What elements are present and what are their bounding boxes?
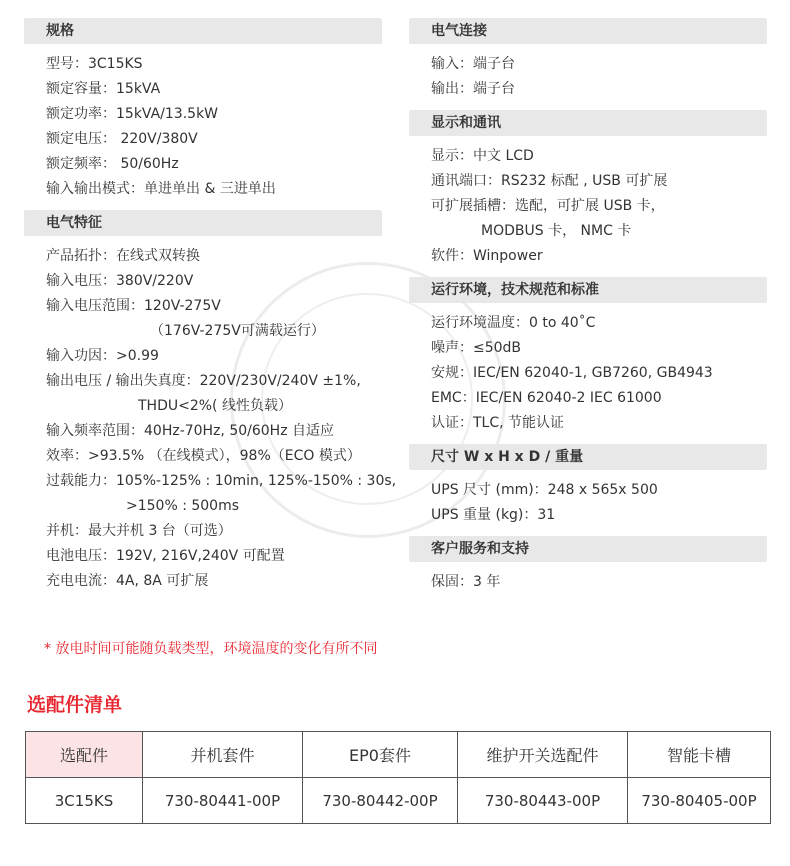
options-model-cell: 3C15KS [26,778,143,824]
spec-line: 额定容量：15kVA [46,81,161,97]
spec-line: 认证：TLC, 节能认证 [431,415,565,431]
spec-line: 通讯端口：RS232 标配 , USB 可扩展 [431,173,668,189]
spec-line: 额定频率： 50/60Hz [46,156,179,172]
options-part-cell: 730-80442-00P [303,778,458,824]
spec-line: >150% : 500ms [126,498,240,514]
spec-line: 效率：>93.5% （在线模式），98%（ECO 模式） [46,448,361,464]
section-body [409,44,767,110]
spec-section [24,18,382,210]
spec-line: 输出：端子台 [431,81,515,97]
options-header-cell: 智能卡槽 [628,732,771,778]
section-header: 电气连接 [409,18,767,44]
section-body [24,236,397,602]
section-body [409,136,767,277]
spec-line: 输入：端子台 [431,56,515,72]
section-header: 规格 [24,18,382,44]
spec-line: 充电电流：4A, 8A 可扩展 [46,573,209,589]
spec-line: THDU<2%( 线性负载） [138,398,292,414]
spec-line: 电池电压：192V, 216V,240V 可配置 [46,548,285,564]
spec-line: 额定功率：15kVA/13.5kW [46,106,219,122]
section-header: 显示和通讯 [409,110,767,136]
section-body [24,44,382,210]
spec-line: 安规：IEC/EN 62040-1, GB7260, GB4943 [431,365,713,381]
discharge-note: * 放电时间可能随负载类型，环境温度的变化有所不同 [44,641,378,657]
options-data-row [26,778,771,824]
options-header-cell: 并机套件 [143,732,303,778]
left-column [24,18,397,602]
options-header-cell: EP0套件 [303,732,458,778]
options-header-row [26,732,771,778]
spec-line: 输入频率范围：40Hz-70Hz, 50/60Hz 自适应 [46,423,335,439]
spec-line: UPS 重量 (kg)：31 [431,507,556,523]
options-header-cell: 维护开关选配件 [458,732,628,778]
spec-section [409,536,767,603]
right-column [409,18,767,603]
spec-line: 并机：最大并机 3 台（可选） [46,523,232,539]
section-header: 电气特征 [24,210,382,236]
spec-line: 过载能力：105%-125% : 10min, 125%-150% : 30s, [46,473,397,489]
section-header: 运行环境，技术规范和标准 [409,277,767,303]
spec-line: 噪声：≤50dB [431,340,522,356]
options-part-cell: 730-80405-00P [628,778,771,824]
spec-section [409,277,767,444]
options-header-cell: 选配件 [26,732,143,778]
spec-line: 输出电压 / 输出失真度：220V/230V/240V ±1%, [46,373,361,389]
spec-line: 输入电压：380V/220V [46,273,194,289]
options-table [25,731,771,824]
options-title: 选配件清单 [27,694,123,716]
spec-section [409,444,767,536]
section-body [409,470,767,536]
options-part-cell: 730-80441-00P [143,778,303,824]
spec-line: （176V-275V可满载运行） [150,323,325,339]
spec-line: 软件：Winpower [431,248,543,264]
spec-line: 显示：中文 LCD [431,148,534,164]
spec-line: 产品拓扑：在线式双转换 [46,248,200,264]
section-header: 客户服务和支持 [409,536,767,562]
spec-line: 型号：3C15KS [46,56,143,72]
spec-line: 额定电压： 220V/380V [46,131,198,147]
spec-line: 可扩展插槽：选配，可扩展 USB 卡， [431,198,665,214]
spec-line: 输入功因：>0.99 [46,348,159,364]
spec-line: MODBUS 卡， NMC 卡 [481,223,632,239]
spec-section [24,210,397,602]
spec-line: 输入输出模式：单进单出 & 三进单出 [46,181,276,197]
options-part-cell: 730-80443-00P [458,778,628,824]
section-body [409,562,767,603]
spec-line: UPS 尺寸 (mm)：248 x 565x 500 [431,482,658,498]
spec-section [409,110,767,277]
section-body [409,303,767,444]
spec-line: 输入电压范围：120V-275V [46,298,221,314]
spec-section [409,18,767,110]
spec-line: 保固：3 年 [431,574,501,590]
section-header: 尺寸 W x H x D / 重量 [409,444,767,470]
spec-line: 运行环境温度：0 to 40˚C [431,315,596,331]
spec-line: EMC：IEC/EN 62040-2 IEC 61000 [431,390,662,406]
